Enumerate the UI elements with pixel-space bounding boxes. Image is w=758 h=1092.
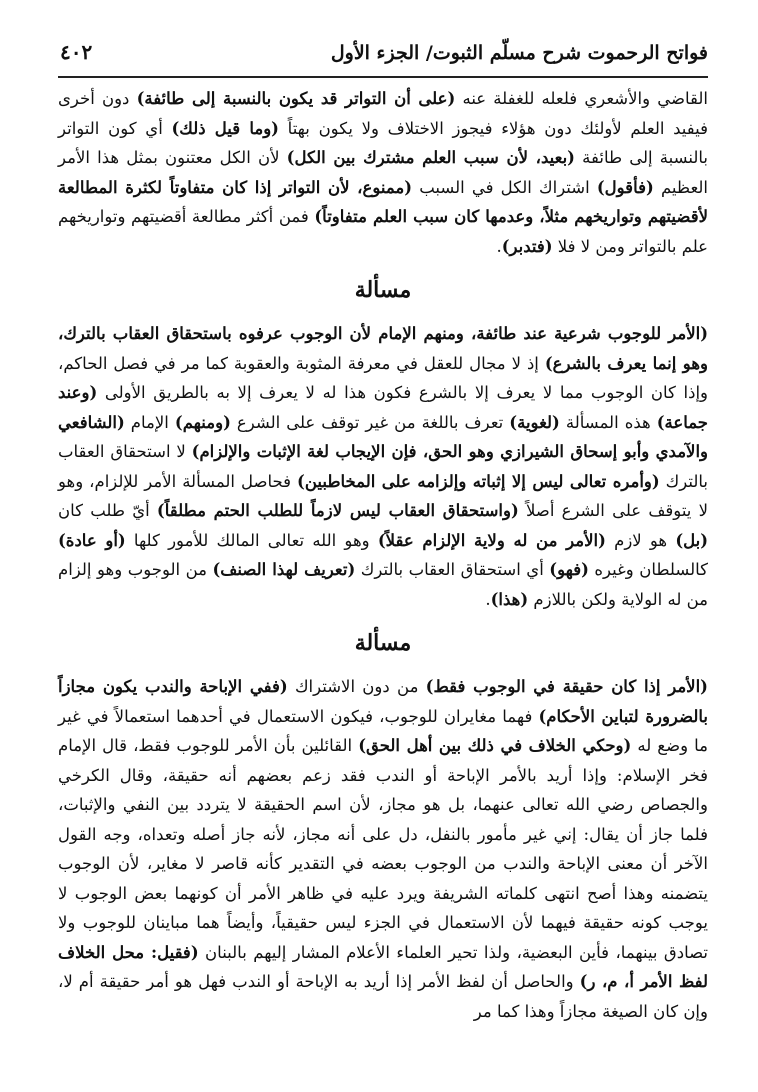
sharh-text-segment: أيّ طلب كان	[58, 501, 157, 520]
sharh-text-segment: لأن الكل معتنون بمثل هذا الأمر العظيم	[58, 148, 709, 197]
matn-text-segment: (الشافعي والآمدي وأبو إسحاق الشيرازي وهو الحق، فإن الإيجاب لغة الإثبات والإلزام)	[58, 412, 708, 461]
sharh-text-segment: اشتراك الكل في السبب	[412, 177, 597, 197]
sharh-text-segment: .	[485, 589, 491, 609]
matn-text-segment: (فتدبر)	[501, 236, 553, 256]
matn-text-segment: (ففي الإباحة والندب يكون مجازاً بالضرورة لتباين الأحكام)	[58, 677, 708, 726]
section-heading-masala-2: مسألة	[354, 630, 412, 656]
page-content	[58, 84, 708, 1026]
sharh-text-segment: أي استحقاق العقاب بالترك	[355, 560, 550, 579]
matn-text-segment: (وأمره تعالى ليس إلا إثباته وإلزامه على المخاطبين)	[297, 471, 660, 491]
matn-text-segment: (الأمر من له ولاية الإلزام عقلاً)	[377, 530, 606, 550]
sharh-text-segment: القائلين بأن الأمر للوجوب فقط، قال الإمام فخر الإسلام: وإذا أريد بالأمر الإباحة أو الندب فقد زعم بعضهم أنه حقيقة، وقال الكرخي والجصاص رضي الله تعالى عنهما، بل هو مجاز، لأن اسم الحقيقة لا يتردد بين النفي والإثبات، فلما جاز أن يقال: إني غير مأمور بالنفل، دل على أنه مجاز، لأنه جاز أصله وتعداه، وجه القول الآخر أن معنى الإباحة والندب من الوجوب بعضه في التقدير كأنه قاصر لا مغاير، لأن الوجوب يتضمنه وهذا أصح انتهى كلماته الشريفة ويرد عليه في ظاهر الأمر أن كونهما بعض الوجوب لا يوجب كونه حقيقة فيهما لأن الاستعمال في الجزء ليس حقيقياً، وأيضاً هما مباينان للوجوب ولا تصادق بينهما، فأين البعضية، ولذا تحير العلماء الأعلام المشار إليهم بالبنان	[58, 736, 709, 962]
sharh-text-segment: كالسلطان وغيره	[588, 560, 709, 579]
sharh-text-segment: القاضي والأشعري فلعله للغفلة عنه	[455, 89, 709, 108]
matn-text-segment: (ومنهم)	[174, 412, 231, 432]
sharh-text-segment: .	[496, 236, 502, 256]
section-heading-masala-1: مسألة	[354, 277, 412, 303]
matn-text-segment: (وعند جماعة)	[58, 383, 708, 432]
matn-text-segment: (الأمر إذا كان حقيقة في الوجوب فقط)	[425, 677, 708, 696]
matn-text-segment: (ممنوع، لأن التواتر إذا كان متفاوتاً لكثرة المطالعة لأقضيتهم وتواريخهم مثلاً، وعدمها كان سبب العلم متفاوتاً)	[58, 177, 708, 226]
matn-text-segment: (بل)	[675, 530, 709, 550]
sharh-text-segment: هو لازم	[605, 530, 676, 550]
page-number: ٤٠٢	[60, 40, 93, 64]
paragraph-command-obligation	[58, 319, 708, 614]
sharh-text-segment: دون أخرى فيفيد العلم لأولئك دون هؤلاء فيجوز الاختلاف ولا يكون بهتاً	[58, 89, 708, 138]
sharh-text-segment: وهو الله تعالى المالك للأمور كلها	[125, 530, 378, 550]
matn-text-segment: (تعريف لهذا الصنف)	[212, 560, 356, 579]
matn-text-segment: (بعيد، لأن سبب العلم مشترك بين الكل)	[286, 148, 575, 167]
sharh-text-segment: فحاصل المسألة الأمر للإلزام، وهو لا يتوقف على الشرع أصلاً	[58, 471, 709, 520]
matn-text-segment: (واستحقاق العقاب ليس لازماً للطلب الحتم مطلقاً)	[156, 501, 519, 520]
matn-text-segment: (أو عادة)	[58, 530, 126, 550]
paragraph-continuation	[58, 84, 708, 261]
matn-text-segment: (فهو)	[549, 560, 589, 579]
running-header-title: فواتح الرحموت شرح مسلّم الثبوت/ الجزء الأول	[330, 42, 708, 64]
matn-text-segment: (هذا)	[490, 589, 529, 609]
sharh-text-segment: أي كون التواتر بالنسبة إلى طائفة	[58, 118, 708, 167]
matn-text-segment: (وما قيل ذلك)	[171, 118, 279, 138]
matn-text-segment: (فقيل: محل الخلاف لفظ الأمر أ، م، ر)	[58, 942, 708, 991]
paragraph-command-permission	[58, 672, 708, 1026]
sharh-text-segment: من الوجوب وهو إلزام من له الولاية ولكن باللازم	[58, 560, 708, 609]
matn-text-segment: (على أن التواتر قد يكون بالنسبة إلى طائفة)	[136, 89, 456, 108]
running-header	[58, 36, 708, 78]
sharh-text-segment: تعرف باللغة من غير توقف على الشرع	[230, 412, 510, 432]
sharh-text-segment: فمن أكثر مطالعة أقضيتهم وتواريخهم علم بالتواتر ومن لا فلا	[58, 207, 708, 256]
matn-text-segment: (الأمر للوجوب شرعية عند طائفة، ومنهم الإمام لأن الوجوب عرفوه باستحقاق العقاب بالترك، وهو إنما يعرف بالشرع)	[58, 324, 708, 373]
matn-text-segment: (وحكي الخلاف في ذلك بين أهل الحق)	[358, 736, 632, 755]
sharh-text-segment: هذه المسألة	[559, 412, 657, 432]
matn-text-segment: (لغوية)	[509, 412, 560, 432]
sharh-text-segment: والحاصل أن لفظ الأمر إذا أريد به الإباحة أو الندب فهل هو أمر حقيقة أم لا، وإن كان الصيغة مجازاً وهذا كما مر	[58, 972, 708, 1021]
sharh-text-segment: فهما مغايران للوجوب، فيكون الاستعمال في أحدهما استعمالاً في غير ما وضع له	[58, 706, 708, 755]
sharh-text-segment: إذ لا مجال للعقل في معرفة المثوبة والعقوبة كما مر في فصل الحاكم، وإذا كان الوجوب مما لا يعرف إلا بالشرع فكون هذا له لا يعرف إلا به بالطريق الأولى	[58, 353, 708, 402]
matn-text-segment: (فأقول)	[596, 177, 654, 197]
sharh-text-segment: من دون الاشتراك	[287, 677, 426, 696]
sharh-text-segment: الإمام	[124, 412, 175, 432]
sharh-text-segment: لا استحقاق العقاب بالترك	[58, 442, 709, 491]
